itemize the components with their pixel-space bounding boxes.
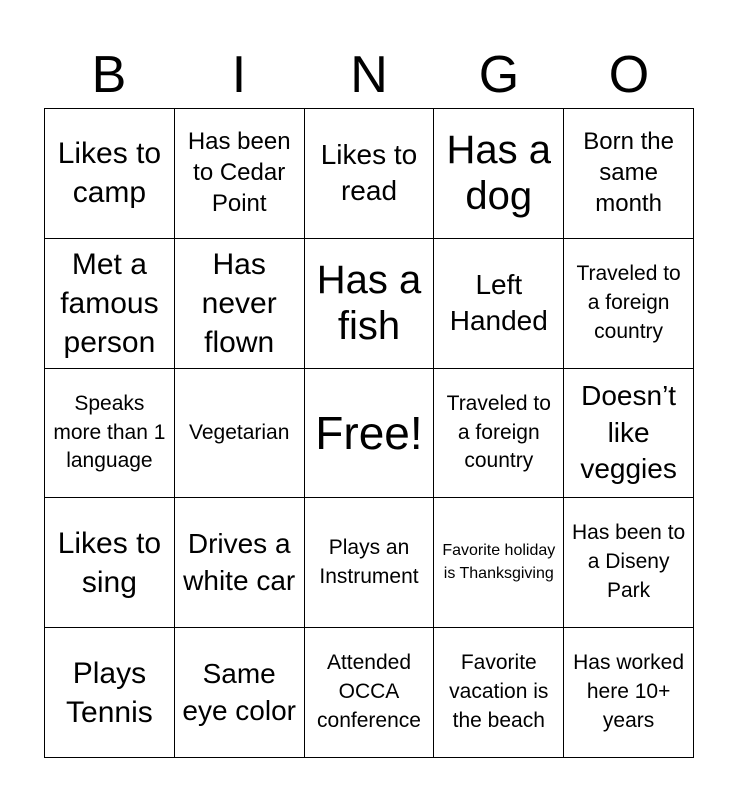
bingo-cell[interactable]: [45, 498, 175, 628]
cell-text: Plays Tennis: [66, 656, 153, 729]
free-space-cell[interactable]: [305, 369, 435, 499]
cell-text: Same eye color: [182, 658, 296, 726]
cell-text: Has been to Cedar Point: [187, 128, 291, 217]
bingo-cell[interactable]: [305, 239, 435, 369]
cell-text: Doesn’t like veggies: [580, 380, 677, 485]
bingo-cell[interactable]: [434, 369, 564, 499]
bingo-cell[interactable]: [434, 628, 564, 758]
cell-text: Left Handed: [449, 268, 548, 337]
bingo-cell[interactable]: [175, 109, 305, 239]
bingo-cell[interactable]: [175, 369, 305, 499]
cell-text: Met a famous person: [60, 247, 159, 359]
bingo-cell[interactable]: [45, 369, 175, 499]
bingo-grid: [44, 108, 694, 758]
free-space-text: Free!: [315, 406, 423, 459]
bingo-cell[interactable]: [564, 369, 694, 499]
header-letter-i: I: [231, 46, 247, 104]
bingo-cell[interactable]: [175, 628, 305, 758]
header-letter-g: G: [478, 46, 520, 104]
bingo-cell[interactable]: [305, 628, 435, 758]
cell-text: Vegetarian: [188, 420, 290, 444]
bingo-cell[interactable]: [305, 498, 435, 628]
cell-text: Has a fish: [316, 258, 422, 349]
cell-text: Favorite vacation is the beach: [449, 651, 549, 733]
cell-text: Born the same month: [583, 128, 674, 217]
bingo-cell[interactable]: [564, 498, 694, 628]
bingo-cell[interactable]: [305, 109, 435, 239]
cell-text: Likes to camp: [57, 137, 162, 210]
bingo-cell[interactable]: [175, 239, 305, 369]
header-letter-o: O: [608, 46, 650, 104]
cell-text: Has never flown: [201, 247, 277, 359]
cell-text: Traveled to a foreign country: [446, 391, 551, 473]
bingo-header: [44, 40, 694, 110]
bingo-cell[interactable]: [175, 498, 305, 628]
bingo-cell[interactable]: [564, 239, 694, 369]
bingo-cell[interactable]: [564, 628, 694, 758]
bingo-cell[interactable]: [564, 109, 694, 239]
cell-text: Likes to read: [320, 139, 418, 207]
bingo-cell[interactable]: [434, 239, 564, 369]
header-letter-b: B: [91, 46, 127, 104]
cell-text: Attended OCCA conference: [317, 651, 421, 733]
cell-text: Has a dog: [446, 128, 552, 219]
cell-text: Has worked here 10+ years: [573, 651, 685, 733]
bingo-cell[interactable]: [434, 109, 564, 239]
cell-text: Plays an Instrument: [319, 535, 419, 588]
cell-text: Has been to a Diseny Park: [571, 521, 686, 603]
cell-text: Favorite holiday is Thanksgiving: [442, 542, 556, 582]
header-letter-n: N: [350, 46, 388, 104]
bingo-cell[interactable]: [45, 109, 175, 239]
bingo-cell[interactable]: [45, 628, 175, 758]
bingo-cell[interactable]: [434, 498, 564, 628]
cell-text: Drives a white car: [183, 528, 296, 596]
bingo-cell[interactable]: [45, 239, 175, 369]
cell-text: Traveled to a foreign country: [576, 261, 681, 343]
cell-text: Speaks more than 1 language: [53, 391, 166, 473]
cell-text: Likes to sing: [57, 526, 162, 599]
